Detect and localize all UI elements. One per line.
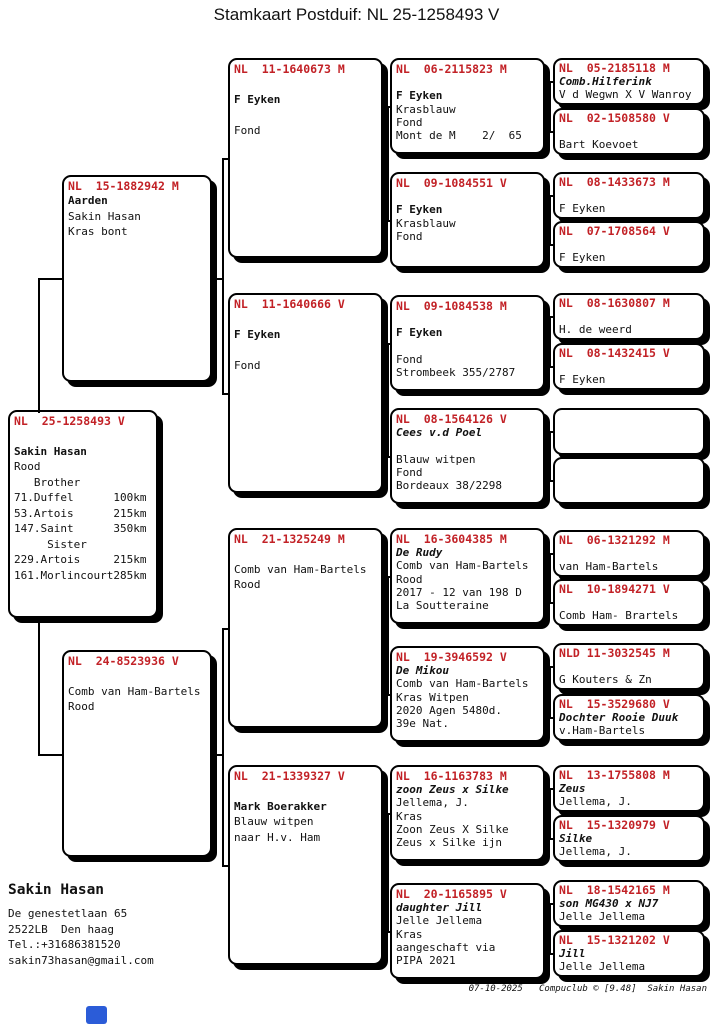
box-details	[559, 547, 699, 573]
ring-number: NL 18-1542165 M	[559, 883, 670, 897]
text-line: Rood	[396, 572, 423, 586]
text-line	[234, 546, 377, 562]
text-line: 147.Saint 350km	[14, 522, 147, 535]
text-line: Sakin Hasan	[68, 209, 141, 223]
box-details	[396, 190, 539, 243]
text-line: De Rudy	[396, 546, 443, 559]
text-line: v.Ham-Bartels	[559, 724, 646, 737]
connector-line	[549, 431, 553, 433]
connector-line	[549, 903, 551, 955]
connector-line	[212, 278, 222, 280]
ring-number: NL 15-1321202 V	[559, 933, 670, 947]
text-line: 53.Artois 215km	[14, 506, 147, 520]
text-line: Comb Ham- Brartels	[559, 609, 679, 622]
ring-number: NL 16-3604385 M	[396, 532, 507, 546]
text-line: De Mikou	[396, 664, 449, 677]
box-details	[559, 782, 699, 808]
ring-number: NL 10-1894271 V	[559, 582, 670, 596]
connector-line	[549, 953, 553, 955]
ring-number: NL 09-1084551 V	[396, 176, 507, 190]
connector-line	[549, 480, 553, 482]
text-line: Comb van Ham-Bartels	[234, 562, 367, 576]
ring-number: NL 16-1163783 M	[396, 769, 507, 783]
connector-line	[549, 788, 551, 840]
text-line: Jellema, J.	[559, 795, 632, 808]
text-line	[396, 76, 539, 89]
text-line: Kras bont	[68, 225, 128, 238]
text-line	[559, 596, 699, 609]
text-line: PIPA 2021	[396, 954, 456, 968]
text-line: Comb van Ham-Bartels	[396, 677, 529, 691]
box-g3-8	[390, 883, 545, 979]
text-line: 229.Artois 215km	[14, 553, 147, 566]
box-g4-11	[553, 643, 705, 690]
text-line: Comb van Ham-Bartels	[396, 559, 529, 573]
connector-line	[549, 244, 553, 246]
box-g4-16	[553, 930, 705, 977]
connector-line	[222, 865, 228, 867]
connector-line	[549, 903, 553, 905]
text-line	[396, 439, 539, 452]
text-line: 71.Duffel 100km	[14, 491, 147, 504]
text-line: Dochter Rooie Duuk	[559, 711, 679, 724]
ring-number: NL 15-1882942 M	[68, 179, 179, 193]
text-line: Jelle Jellema	[559, 910, 646, 923]
box-details	[559, 125, 699, 151]
text-line: naar H.v. Ham	[234, 830, 321, 844]
box-g3-2	[390, 172, 545, 268]
text-line: Fond	[396, 465, 423, 479]
text-line: V d Wegwn X V Wanroy	[559, 88, 692, 101]
box-details	[14, 428, 152, 583]
text-line: van Ham-Bartels	[559, 560, 659, 573]
box-details	[234, 311, 377, 373]
text-line: F Eyken	[234, 92, 281, 106]
text-line: daughter Jill	[396, 901, 483, 914]
connector-line	[549, 602, 553, 604]
ring-number: NL 13-1755808 M	[559, 768, 670, 782]
ring-number: NL 11-1640673 M	[234, 62, 345, 76]
text-line: Krasblauw	[396, 216, 456, 230]
box-g3-1	[390, 58, 545, 154]
connector-line	[387, 813, 390, 815]
ring-number: NL 21-1325249 M	[234, 532, 345, 546]
box-g3-4	[390, 408, 545, 504]
box-g3-6	[390, 646, 545, 742]
box-details	[559, 832, 699, 858]
box-details	[559, 360, 699, 386]
connector-line	[387, 456, 390, 458]
connector-line	[387, 576, 389, 696]
text-line	[234, 311, 377, 327]
text-line	[234, 783, 377, 799]
text-line: Aarden	[68, 194, 108, 207]
connector-line	[38, 754, 62, 756]
connector-line	[387, 220, 390, 222]
text-line: Blauw witpen	[234, 815, 314, 828]
box-g4-9	[553, 530, 705, 577]
text-line	[559, 360, 699, 373]
text-line: Silke	[559, 832, 593, 845]
box-details	[559, 189, 699, 215]
box-g4-3	[553, 172, 705, 219]
text-line: Krasblauw	[396, 102, 456, 116]
text-line: zoon Zeus x Silke	[396, 783, 509, 796]
ring-number: NL 08-1564126 V	[396, 412, 507, 426]
owner-name: Sakin Hasan	[8, 882, 105, 898]
connector-line	[549, 366, 553, 368]
blue-mark	[86, 1006, 107, 1024]
owner-address	[8, 906, 154, 968]
text-line	[559, 125, 699, 138]
text-line: F Eyken	[559, 373, 606, 386]
box-g3-3	[390, 295, 545, 391]
text-line: Rood	[14, 460, 41, 473]
connector-line	[222, 628, 224, 867]
text-line: Fond	[396, 352, 423, 366]
connector-line	[549, 316, 553, 318]
connector-line	[549, 717, 553, 719]
text-line: Blauw witpen	[396, 452, 476, 466]
ring-number: NL 09-1084538 M	[396, 299, 507, 313]
box-details	[559, 596, 699, 622]
text-line: Jill	[559, 947, 586, 960]
box-details	[396, 783, 539, 849]
text-line: sakin73hasan@gmail.com	[8, 953, 154, 967]
text-line: Comb van Ham-Bartels	[68, 684, 201, 698]
connector-line	[387, 931, 390, 933]
box-g3-5	[390, 528, 545, 624]
text-line: Sakin Hasan	[14, 444, 87, 458]
connector-line	[549, 131, 553, 133]
ring-number: NL 02-1508580 V	[559, 111, 670, 125]
connector-line	[38, 616, 40, 756]
text-line: Comb.Hilferink	[559, 75, 652, 88]
text-line: G Kouters & Zn	[559, 673, 652, 686]
box-g4-2	[553, 108, 705, 155]
text-line	[559, 660, 699, 673]
text-line: Jellema, J.	[559, 845, 632, 858]
box-g2-1	[228, 58, 383, 258]
box-details	[559, 947, 699, 973]
connector-line	[549, 431, 551, 482]
ring-number: NL 06-1321292 M	[559, 533, 670, 547]
connector-line	[38, 278, 62, 280]
connector-line	[549, 553, 553, 555]
ring-number: NL 05-2185118 M	[559, 61, 670, 75]
connector-line	[549, 788, 553, 790]
box-details	[68, 668, 206, 715]
connector-line	[549, 81, 553, 83]
connector-line	[222, 628, 228, 630]
box-details	[234, 546, 377, 593]
text-line: Mark Boerakker	[234, 799, 327, 813]
box-g3-7	[390, 765, 545, 861]
connector-line	[387, 343, 390, 345]
text-line: aangeschaft via	[396, 940, 496, 954]
ring-number: NL 15-3529680 V	[559, 697, 670, 711]
text-line	[396, 190, 539, 203]
connector-line	[549, 666, 551, 719]
text-line: Bart Koevoet	[559, 138, 639, 151]
text-line: H. de weerd	[559, 323, 632, 336]
box-sire	[62, 175, 212, 382]
text-line: F Eyken	[234, 327, 281, 341]
text-line: 39e Nat.	[396, 717, 449, 731]
box-g4-12	[553, 694, 705, 741]
text-line	[559, 547, 699, 560]
text-line: son MG430 x NJ7	[559, 897, 659, 910]
text-line: Kras	[396, 927, 423, 941]
connector-line	[222, 158, 228, 160]
box-details	[68, 193, 206, 240]
box-g4-13	[553, 765, 705, 812]
box-g4-7-empty	[553, 408, 705, 455]
text-line: F Eyken	[396, 326, 443, 340]
text-line	[559, 310, 699, 323]
connector-line	[387, 576, 390, 578]
text-line: Bordeaux 38/2298	[396, 479, 502, 493]
box-details	[396, 664, 539, 730]
connector-line	[387, 106, 389, 222]
ring-number: NL 20-1165895 V	[396, 887, 507, 901]
text-line: Tel.:+31686381520	[8, 938, 121, 951]
connector-line	[549, 195, 551, 246]
ring-number: NLD 11-3032545 M	[559, 646, 670, 660]
box-subject	[8, 410, 158, 618]
box-details	[559, 711, 699, 737]
connector-line	[549, 316, 551, 368]
box-g4-1	[553, 58, 705, 105]
box-g4-5	[553, 293, 705, 340]
box-g2-3	[228, 528, 383, 728]
connector-line	[387, 343, 389, 458]
text-line	[234, 342, 377, 358]
box-dam	[62, 650, 212, 857]
box-details	[396, 546, 539, 612]
ring-number: NL 08-1630807 M	[559, 296, 670, 310]
page-title: Stamkaart Postduif: NL 25-1258493 V	[213, 5, 500, 24]
box-details	[234, 76, 377, 138]
connector-line	[549, 81, 551, 133]
ring-number: NL 08-1433673 M	[559, 175, 670, 189]
text-line: Jelle Jellema	[559, 960, 646, 973]
box-g2-2	[228, 293, 383, 493]
text-line: F Eyken	[559, 251, 606, 264]
text-line	[234, 107, 377, 123]
ring-number: NL 19-3946592 V	[396, 650, 507, 664]
box-g2-4	[228, 765, 383, 965]
box-details	[559, 238, 699, 264]
text-line: Fond	[396, 115, 423, 129]
text-line: Kras Witpen	[396, 690, 469, 704]
connector-line	[387, 106, 390, 108]
connector-line	[549, 838, 553, 840]
text-line: F Eyken	[396, 89, 443, 103]
connector-line	[222, 158, 224, 395]
text-line	[14, 428, 152, 444]
text-line: Jelle Jellema	[396, 914, 483, 928]
connector-line	[549, 666, 553, 668]
box-g4-4	[553, 221, 705, 268]
box-g4-10	[553, 579, 705, 626]
ring-number: NL 25-1258493 V	[14, 414, 125, 428]
text-line: Kras	[396, 809, 423, 823]
text-line	[234, 76, 377, 92]
text-line: 2017 - 12 van 198 D	[396, 585, 522, 599]
connector-line	[212, 754, 222, 756]
text-line: Cees v.d Poel	[396, 426, 483, 439]
ring-number: NL 11-1640666 V	[234, 297, 345, 311]
box-g4-14	[553, 815, 705, 862]
text-line	[396, 313, 539, 326]
box-details	[396, 313, 539, 379]
box-details	[234, 783, 377, 845]
text-line: Brother	[14, 475, 81, 489]
text-line	[559, 238, 699, 251]
box-details	[396, 76, 539, 142]
box-g4-6	[553, 343, 705, 390]
box-g4-8-empty	[553, 457, 705, 504]
text-line: 2522LB Den haag	[8, 922, 114, 936]
text-line: De genestetlaan 65	[8, 907, 128, 920]
connector-line	[38, 278, 40, 413]
text-line: Fond	[234, 358, 261, 372]
text-line: Fond	[234, 123, 261, 137]
text-line: Sister	[14, 537, 87, 551]
text-line: Strombeek 355/2787	[396, 366, 516, 380]
text-line: Mont de M 2/ 65	[396, 129, 522, 143]
ring-number: NL 07-1708564 V	[559, 224, 670, 238]
text-line: Jellema, J.	[396, 796, 469, 810]
connector-line	[387, 813, 389, 933]
ring-number: NL 24-8523936 V	[68, 654, 179, 668]
text-line: Fond	[396, 229, 423, 243]
ring-number: NL 08-1432415 V	[559, 346, 670, 360]
box-g4-15	[553, 880, 705, 927]
ring-number: NL 15-1320979 V	[559, 818, 670, 832]
box-details	[396, 901, 539, 967]
box-details	[559, 310, 699, 336]
connector-line	[222, 393, 228, 395]
owner-block	[8, 882, 154, 968]
ring-number: NL 21-1339327 V	[234, 769, 345, 783]
box-details	[559, 897, 699, 923]
box-details	[559, 75, 699, 101]
text-line: Zeus	[559, 782, 586, 795]
ring-number: NL 06-2115823 M	[396, 62, 507, 76]
text-line: Zoon Zeus X Silke	[396, 822, 509, 836]
text-line: F Eyken	[396, 203, 443, 217]
text-line: Rood	[68, 700, 95, 713]
footer-credit: 07-10-2025 Compuclub © [9.48] Sakin Hasan	[468, 984, 707, 994]
box-details	[396, 426, 539, 492]
text-line: Zeus x Silke ijn	[396, 836, 502, 850]
text-line: Rood	[234, 578, 261, 591]
text-line	[68, 668, 206, 684]
text-line	[396, 340, 539, 353]
text-line: 2020 Agen 5480d.	[396, 703, 502, 717]
text-line: 161.Morlincourt285km	[14, 568, 147, 582]
box-details	[559, 660, 699, 686]
connector-line	[549, 195, 553, 197]
text-line	[559, 189, 699, 202]
text-line: La Soutteraine	[396, 599, 489, 613]
text-line: F Eyken	[559, 202, 606, 215]
connector-line	[387, 694, 390, 696]
connector-line	[549, 553, 551, 604]
